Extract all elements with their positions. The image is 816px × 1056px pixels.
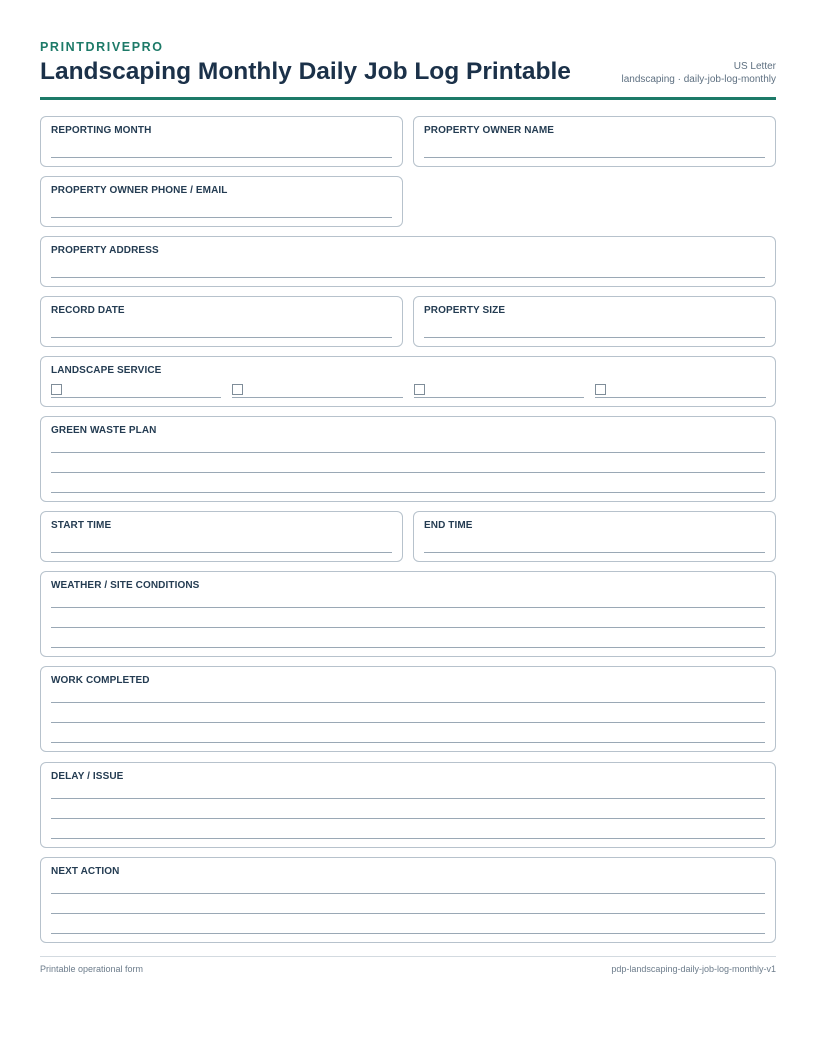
field-label: PROPERTY OWNER NAME	[424, 125, 555, 136]
write-line[interactable]	[51, 702, 765, 703]
page-title: Landscaping Monthly Daily Job Log Printable	[40, 58, 571, 85]
service-option-4[interactable]	[595, 384, 766, 398]
footer-form-id: pdp-landscaping-daily-job-log-monthly-v1	[611, 964, 776, 974]
write-line[interactable]	[51, 157, 392, 158]
write-line[interactable]	[51, 722, 765, 723]
field-label: PROPERTY SIZE	[424, 305, 506, 316]
write-line[interactable]	[51, 742, 765, 743]
write-line[interactable]	[424, 157, 765, 158]
footer-left-text: Printable operational form	[40, 964, 144, 974]
write-line[interactable]	[51, 552, 392, 553]
field-label: LANDSCAPE SERVICE	[51, 365, 162, 376]
field-label: END TIME	[424, 520, 473, 531]
document-tags: landscaping · daily-job-log-monthly	[621, 74, 776, 85]
property-owner-name-field[interactable]	[413, 116, 776, 167]
footer-rule	[40, 956, 776, 957]
property-size-field[interactable]	[413, 296, 776, 347]
write-line[interactable]	[424, 552, 765, 553]
write-line[interactable]	[51, 492, 765, 493]
write-line[interactable]	[51, 647, 765, 648]
write-line[interactable]	[424, 337, 765, 338]
next-action-field[interactable]	[40, 857, 776, 943]
work-completed-field[interactable]	[40, 666, 776, 752]
property-owner-contact-field[interactable]	[40, 176, 403, 227]
weather-site-conditions-field[interactable]	[40, 571, 776, 657]
end-time-field[interactable]	[413, 511, 776, 562]
property-address-field[interactable]	[40, 236, 776, 287]
checkbox[interactable]	[414, 384, 425, 395]
write-line[interactable]	[51, 838, 765, 839]
document-meta	[621, 60, 776, 86]
write-line[interactable]	[51, 798, 765, 799]
write-line[interactable]	[51, 627, 765, 628]
brand-name: PRINTDRIVEPRO	[40, 40, 164, 54]
write-line[interactable]	[51, 893, 765, 894]
green-waste-plan-field[interactable]	[40, 416, 776, 502]
paper-size: US Letter	[733, 61, 776, 72]
start-time-field[interactable]	[40, 511, 403, 562]
write-line[interactable]	[51, 337, 392, 338]
write-line[interactable]	[51, 913, 765, 914]
write-line[interactable]	[51, 818, 765, 819]
write-line[interactable]	[51, 277, 765, 278]
service-option-2[interactable]	[232, 384, 403, 398]
write-line[interactable]	[414, 397, 584, 398]
write-line[interactable]	[51, 217, 392, 218]
field-label: GREEN WASTE PLAN	[51, 425, 157, 436]
service-option-1[interactable]	[51, 384, 221, 398]
field-label: DELAY / ISSUE	[51, 771, 124, 782]
field-label: PROPERTY OWNER PHONE / EMAIL	[51, 185, 228, 196]
field-label: RECORD DATE	[51, 305, 125, 316]
service-option-3[interactable]	[414, 384, 584, 398]
reporting-month-field[interactable]	[40, 116, 403, 167]
field-label: NEXT ACTION	[51, 866, 120, 877]
write-line[interactable]	[51, 452, 765, 453]
write-line[interactable]	[51, 607, 765, 608]
field-label: PROPERTY ADDRESS	[51, 245, 159, 256]
field-label: START TIME	[51, 520, 112, 531]
checkbox[interactable]	[51, 384, 62, 395]
checkbox[interactable]	[232, 384, 243, 395]
write-line[interactable]	[51, 933, 765, 934]
header-rule	[40, 97, 776, 100]
field-label: REPORTING MONTH	[51, 125, 152, 136]
field-label: WEATHER / SITE CONDITIONS	[51, 580, 200, 591]
landscape-service-field	[40, 356, 776, 407]
write-line[interactable]	[51, 397, 221, 398]
field-label: WORK COMPLETED	[51, 675, 150, 686]
checkbox[interactable]	[595, 384, 606, 395]
write-line[interactable]	[232, 397, 403, 398]
delay-issue-field[interactable]	[40, 762, 776, 848]
write-line[interactable]	[595, 397, 766, 398]
record-date-field[interactable]	[40, 296, 403, 347]
write-line[interactable]	[51, 472, 765, 473]
